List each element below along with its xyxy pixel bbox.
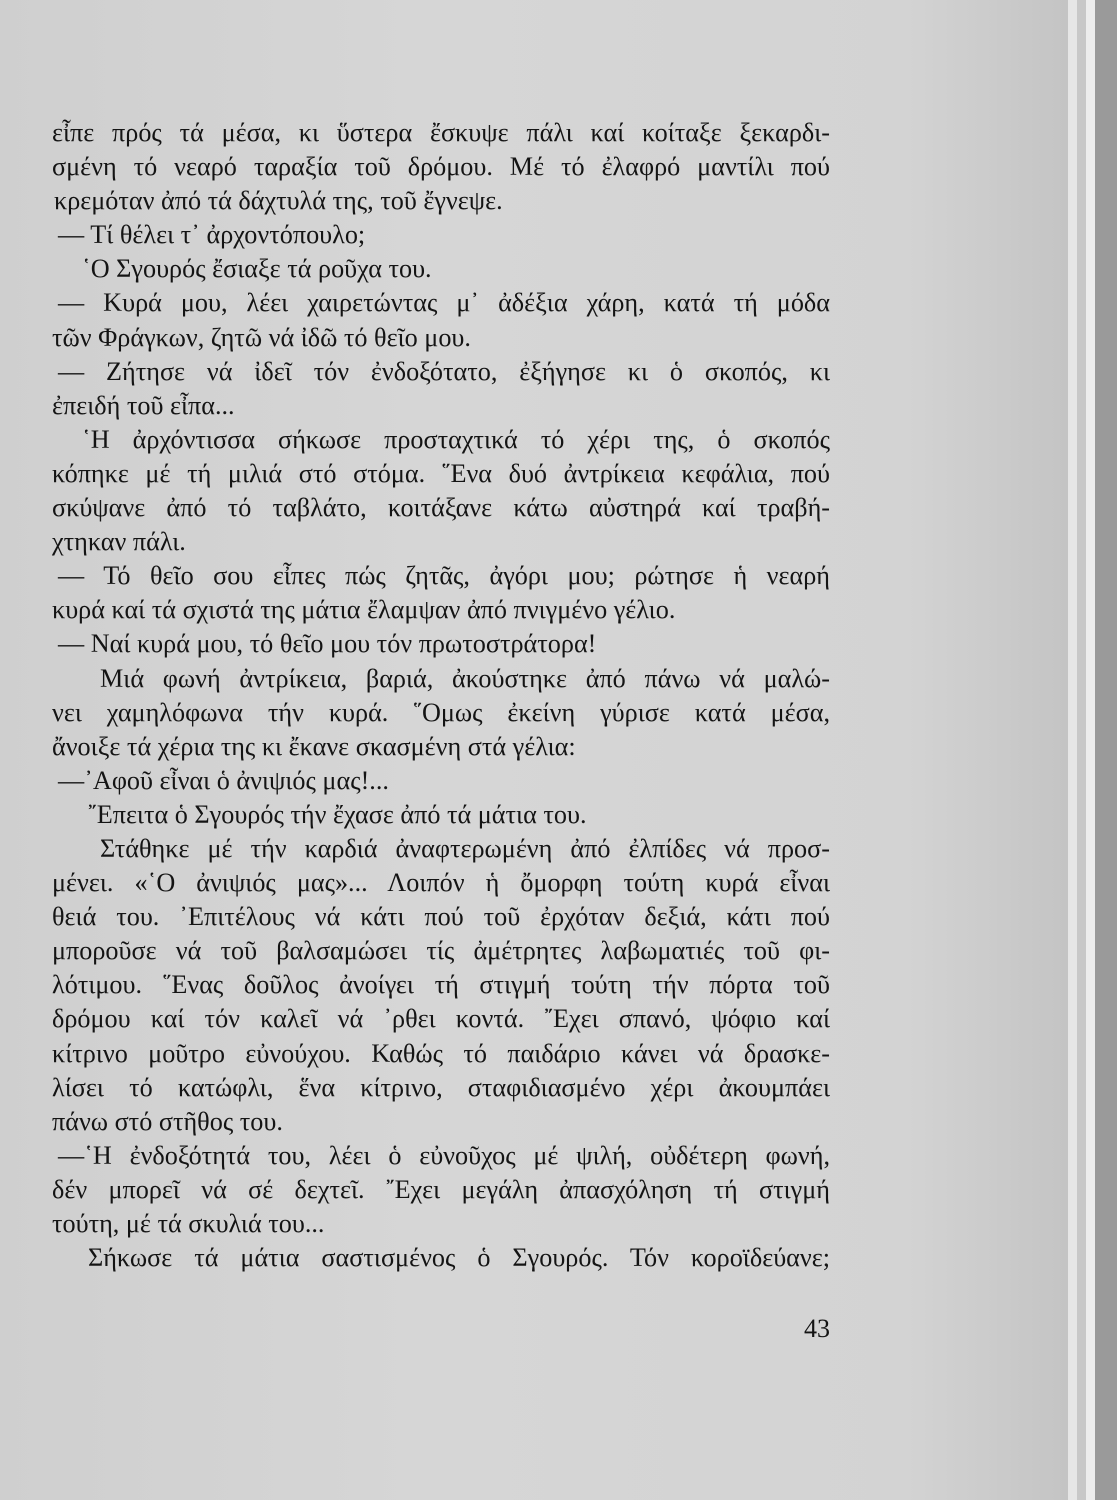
text-line: ἐπειδή τοῦ εἶπα...	[52, 390, 235, 420]
text-line: Μιά φωνή ἀντρίκεια, βαριά, ἀκούστηκε ἀπό πάνω νά μαλώ-	[100, 663, 830, 693]
text-line: — Κυρά μου, λέει χαιρετώντας μ᾿ ἀδέξια χάρη, κατά τή μόδα	[58, 288, 830, 318]
text-line: σμένη τό νεαρό ταραξία τοῦ δρόμου. Μέ τό ἐλαφρό μαντίλι πού	[52, 152, 830, 182]
text-line: — Ναί κυρά μου, τό θεῖο μου τόν πρωτοστράτορα!	[58, 629, 597, 659]
page-stack-edge	[1086, 0, 1095, 1500]
text-line: σκύψανε ἀπό τό ταβλάτο, κοιτάξανε κάτω αὐστηρά καί τραβή-	[52, 493, 830, 523]
text-line: τῶν Φράγκων, ζητῶ νά ἰδῶ τό θεῖο μου.	[52, 322, 471, 352]
text-line: — Τί θέλει τ᾿ ἀρχοντόπουλο;	[58, 220, 366, 250]
text-line: ῎Επειτα ὁ Σγουρός τήν ἔχασε ἀπό τά μάτια του.	[88, 799, 587, 829]
body-text	[52, 116, 830, 1275]
text-line: κυρά καί τά σχιστά της μάτια ἔλαμψαν ἀπό πνιγμένο γέλιο.	[52, 595, 676, 625]
text-line: Στάθηκε μέ τήν καρδιά ἀναφτερωμένη ἀπό ἐλπίδες νά προσ-	[100, 833, 830, 863]
text-line: κίτρινο μοῦτρο εὐνούχου. Καθώς τό παιδάριο κάνει νά δρασκε-	[52, 1038, 830, 1068]
text-line: μποροῦσε νά τοῦ βαλσαμώσει τίς ἀμέτρητες λαβωματιές τοῦ φι-	[52, 936, 830, 966]
text-line: νει χαμηλόφωνα τήν κυρά. ῞Ομως ἐκείνη γύρισε κατά μέσα,	[52, 697, 830, 727]
text-line: —῾Η ἐνδοξότητά του, λέει ὁ εὐνοῦχος μέ ψιλή, οὐδέτερη φωνή,	[58, 1140, 830, 1170]
page-stack-edge	[1068, 0, 1077, 1500]
text-line: λίσει τό κατώφλι, ἕνα κίτρινο, σταφιδιασμένο χέρι ἀκουμπάει	[52, 1072, 830, 1102]
text-line: μένει. «῾Ο ἀνιψιός μας»... Λοιπόν ἡ ὄμορφη τούτη κυρά εἶναι	[52, 868, 830, 898]
page-stack-edge	[1077, 0, 1086, 1500]
text-line: εἶπε πρός τά μέσα, κι ὕστερα ἔσκυψε πάλι καί κοίταξε ξεκαρδι-	[52, 118, 830, 147]
text-line: θειά του. ᾿Επιτέλους νά κάτι πού τοῦ ἐρχόταν δεξιά, κάτι πού	[52, 902, 830, 932]
text-line: Σήκωσε τά μάτια σαστισμένος ὁ Σγουρός. Τόν κοροϊδεύανε;	[88, 1243, 830, 1273]
text-line: —᾿Αφοῦ εἶναι ὁ ἀνιψιός μας!...	[58, 765, 389, 795]
text-line: κόπηκε μέ τή μιλιά στό στόμα. ῞Ενα δυό ἀντρίκεια κεφάλια, πού	[52, 458, 830, 488]
text-line: — Τό θεῖο σου εἶπες πώς ζητᾶς, ἀγόρι μου; ρώτησε ἡ νεαρή	[58, 561, 830, 591]
text-line: τούτη, μέ τά σκυλιά του...	[52, 1209, 325, 1238]
text-line: ἄνοιξε τά χέρια της κι ἔκανε σκασμένη στά γέλια:	[52, 731, 576, 761]
page-number: 43	[804, 1314, 830, 1343]
text-line: δέν μπορεῖ νά σέ δεχτεῖ. ῎Εχει μεγάλη ἀπασχόληση τή στιγμή	[52, 1174, 830, 1204]
text-line: δρόμου καί τόν καλεῖ νά ᾿ρθει κοντά. ῎Εχει σπανό, ψόφιο καί	[52, 1004, 830, 1034]
page-stack-edge	[1095, 0, 1117, 1500]
text-line: κρεμόταν ἀπό τά δάχτυλά της, τοῦ ἔγνεψε.	[54, 186, 503, 216]
text-line: λότιμου. ῞Ενας δοῦλος ἀνοίγει τή στιγμή τούτη τήν πόρτα τοῦ	[52, 970, 830, 1000]
text-line: ῾Ο Σγουρός ἔσιαξε τά ροῦχα του.	[82, 254, 432, 284]
text-line: πάνω στό στῆθος του.	[52, 1106, 283, 1136]
text-line: — Ζήτησε νά ἰδεῖ τόν ἐνδοξότατο, ἐξήγησε κι ὁ σκοπός, κι	[58, 356, 830, 386]
text-line: ῾Η ἀρχόντισσα σήκωσε προσταχτικά τό χέρι της, ὁ σκοπός	[82, 424, 830, 454]
text-line: χτηκαν πάλι.	[52, 527, 186, 557]
